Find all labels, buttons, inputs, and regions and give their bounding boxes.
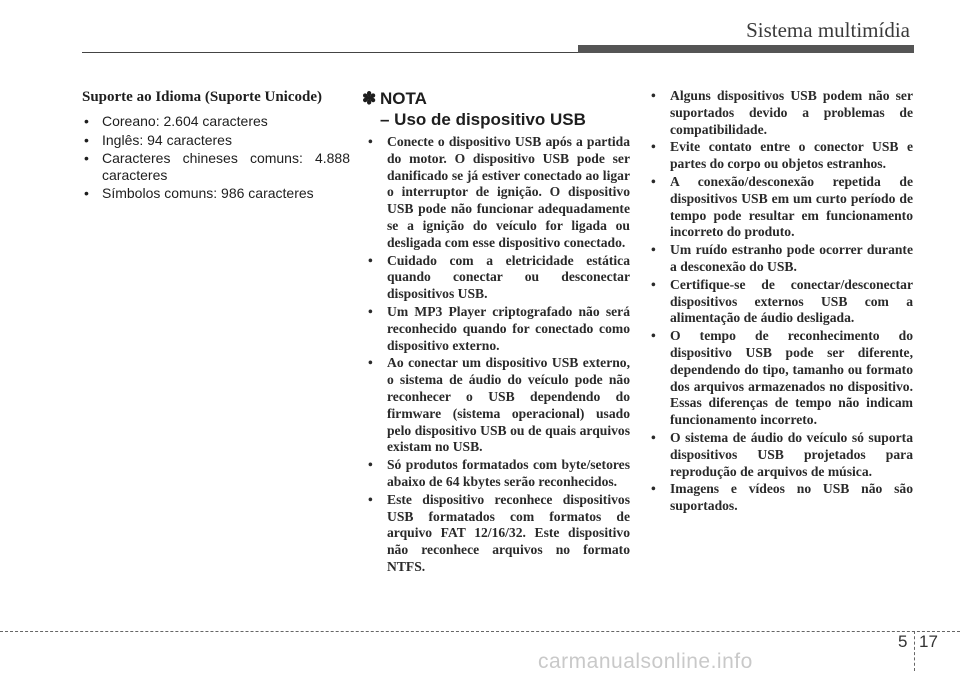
list-item: • Imagens e vídeos no USB não são suportados. [645, 481, 913, 515]
page-header-title: Sistema multimídia [746, 18, 910, 42]
list-item: • A conexão/desconexão repetida de dispositivos USB em um curto período de tempo pode resultar em funcionamento incorreto do produto. [645, 174, 913, 241]
list-item: • Inglês: 94 caracteres [82, 132, 350, 149]
list-item: • Um ruído estranho pode ocorrer durante a desconexão do USB. [645, 242, 913, 276]
footer-rule [0, 631, 960, 632]
note-title [362, 88, 630, 109]
list-item: • Cuidado com a eletricidade estática quando conectar ou desconectar dispositivos USB. [362, 253, 630, 303]
list-item: • Este dispositivo reconhece dispositivos USB formatados com formatos de arquivo FAT 12/16/32. Este dispositivo não reconhece arquivos no formato NTFS. [362, 492, 630, 576]
language-support-list [82, 113, 350, 202]
list-item: • Um MP3 Player criptografado não será reconhecido quando for conectado como dispositivo externo. [362, 304, 630, 354]
list-item: • Símbolos comuns: 986 caracteres [82, 185, 350, 202]
middle-column [362, 88, 630, 577]
watermark: carmanualsonline.info [538, 650, 753, 673]
list-item: • Ao conectar um dispositivo USB externo, o sistema de áudio do veículo pode não reconhecer o USB dependendo do firmware (sistema operacional) usado pelo dispositivo USB ou de quais arquivos existam no USB. [362, 355, 630, 456]
usb-notes-list [362, 134, 630, 576]
list-item: • Coreano: 2.604 caracteres [82, 113, 350, 130]
list-item: • O sistema de áudio do veículo só suporta dispositivos USB projetados para reprodução de arquivos de música. [645, 430, 913, 480]
list-item: • Só produtos formatados com byte/setores abaixo de 64 kbytes serão reconhecidos. [362, 457, 630, 491]
usb-notes-list-continued [645, 88, 913, 515]
page-number: 17 [919, 632, 938, 651]
list-item: • Certifique-se de conectar/desconectar dispositivos externos USB com a alimentação de áudio desligada. [645, 277, 913, 327]
left-column [82, 88, 350, 204]
note-asterisk-icon: ✽ [362, 89, 377, 108]
header-bar [578, 45, 914, 53]
note-subtitle: – Uso de dispositivo USB [380, 110, 586, 129]
list-item: • Evite contato entre o conector USB e partes do corpo ou objetos estranhos. [645, 139, 913, 173]
list-item: • Alguns dispositivos USB podem não ser suportados devido a problemas de compatibilidade. [645, 88, 913, 138]
list-item: • O tempo de reconhecimento do dispositivo USB pode ser diferente, dependendo do tipo, tamanho ou formato dos arquivos armazenados no dispositivo. Essas diferenças de tempo não indicam funcionamento incorreto. [645, 328, 913, 429]
right-column [645, 88, 913, 516]
page-number-divider [914, 631, 915, 671]
header-rule [82, 52, 582, 53]
chapter-number: 5 [898, 632, 908, 651]
language-support-heading: Suporte ao Idioma (Suporte Unicode) [82, 89, 323, 105]
list-item: • Caracteres chineses comuns: 4.888 caracteres [82, 150, 350, 183]
note-label: NOTA [380, 89, 427, 108]
list-item: • Conecte o dispositivo USB após a partida do motor. O dispositivo USB pode ser danificado se já estiver conectado ao ligar o interruptor de ignição. O dispositivo USB pode não funcionar adequadamente se a ignição do veículo for ligada ou desligada com esse dispositivo conectado. [362, 134, 630, 252]
